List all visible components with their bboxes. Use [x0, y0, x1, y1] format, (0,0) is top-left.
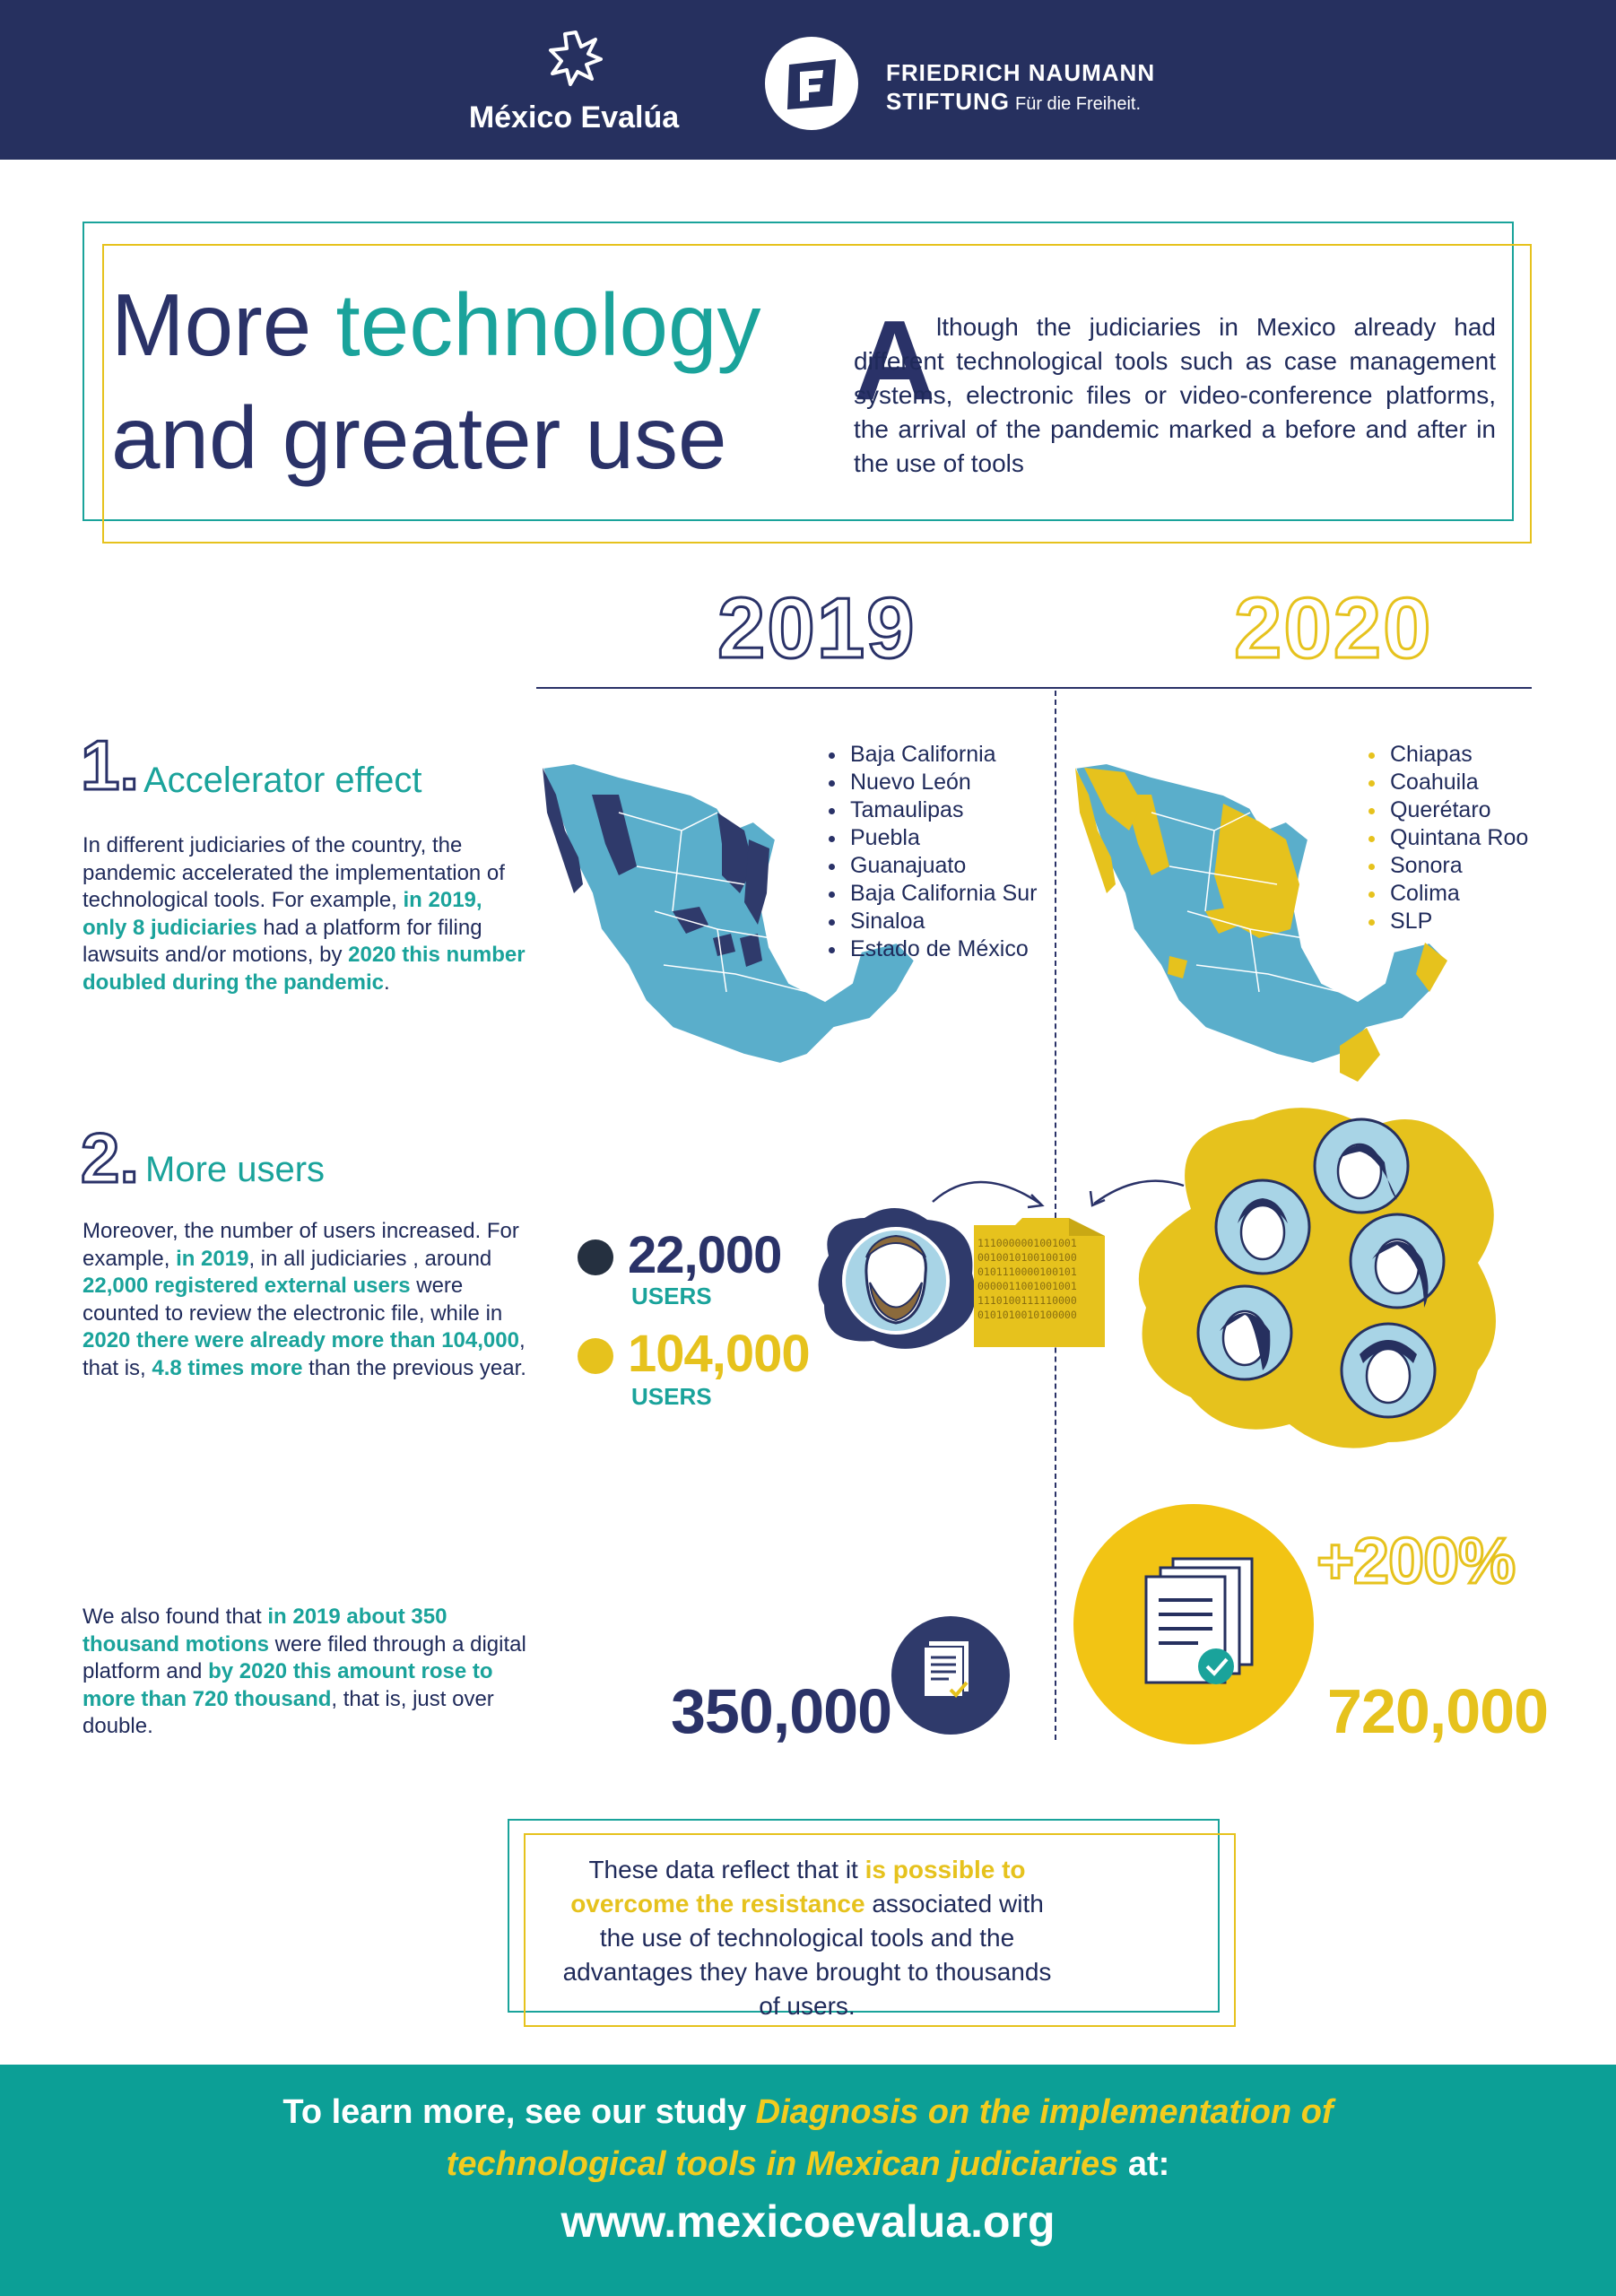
- fns-logo-line1: FRIEDRICH NAUMANN: [886, 59, 1156, 86]
- footer-bar: [0, 2065, 1616, 2296]
- section1-title: Accelerator effect: [143, 761, 422, 800]
- users-2019-label: USERS: [631, 1283, 712, 1309]
- many-users-illustration: [1128, 1101, 1505, 1457]
- list-item: Sonora: [1368, 852, 1528, 880]
- list-item: Baja California: [829, 741, 1037, 769]
- fns-logo-line2: STIFTUNG Für die Freiheit.: [886, 88, 1142, 115]
- list-2020-states: [1368, 741, 1528, 935]
- list-item: Estado de México: [829, 935, 1037, 963]
- list-item: Guanajuato: [829, 852, 1037, 880]
- footer-url-link[interactable]: www.mexicoevalua.org: [560, 2196, 1056, 2247]
- section2-number: 2.: [81, 1118, 140, 1197]
- documents-icon-2019: [890, 1614, 1012, 1736]
- section1-paragraph: In different judiciaries of the country, the pandemic accelerated the implementation of technological tools. For example, in 2019, only 8 judiciaries had a platform for filing lawsuits and/or motions, by 2020 this number doubled during the pandemic.: [83, 833, 526, 995]
- list-2019-states: [829, 741, 1037, 963]
- footer-line1: To learn more, see our study Diagnosis on the implementation of: [282, 2093, 1334, 2131]
- list-item: Baja California Sur: [829, 880, 1037, 908]
- list-item: Tamaulipas: [829, 796, 1037, 824]
- page-title-line2: and greater use: [111, 388, 727, 487]
- section1-number: 1.: [81, 726, 140, 804]
- section2-paragraph: Moreover, the number of users increased. For example, in 2019, in all judiciaries , around 22,000 registered external users were counted to review the electronic file, while in 2020 there were already more than 104,000, that is, 4.8 times more than the previous year.: [83, 1219, 526, 1380]
- increase-percentage: +200%: [1316, 1526, 1516, 1597]
- list-item: Querétaro: [1368, 796, 1528, 824]
- footer-line2: technological tools in Mexican judiciaries at:: [446, 2145, 1170, 2183]
- section2-title: More users: [145, 1150, 326, 1189]
- motions-2019-number: 350,000: [671, 1676, 892, 1746]
- users-2020-dot: [578, 1338, 613, 1374]
- binary-code: 1110000001001001 0010010100100100 0101110000100101 0000011001001001 1110100111110000 0101010010100000: [977, 1237, 1077, 1321]
- list-item: Coahuila: [1368, 769, 1528, 796]
- motions-2020-number: 720,000: [1327, 1676, 1549, 1746]
- intro-paragraph: lthough the judiciaries in Mexico already had different technological tools such as case management systems, electronic files or video-conference platforms, the arrival of the pandemic marked a before and after in the use of tools: [854, 313, 1496, 477]
- list-item: Quintana Roo: [1368, 824, 1528, 852]
- year-2020-heading: 2020: [1234, 580, 1433, 676]
- users-2019-number: 22,000: [628, 1226, 782, 1284]
- intro-dropcap: A: [854, 297, 935, 423]
- users-2020-label: USERS: [631, 1383, 712, 1410]
- users-2020-number: 104,000: [628, 1325, 810, 1383]
- list-item: Nuevo León: [829, 769, 1037, 796]
- section3-paragraph: We also found that in 2019 about 350 thousand motions were filed through a digital platform and by 2020 this amount rose to more than 720 thousand, that is, just over double.: [83, 1605, 526, 1738]
- mexico-evalua-logo-text: México Evalúa: [468, 100, 680, 135]
- mexico-evalua-star-icon: [547, 29, 604, 86]
- conclusion-paragraph: These data reflect that it is possible to overcome the resistance associated with the use of technological tools and the advantages they have brought to thousands of users.: [562, 1856, 1052, 2020]
- documents-icon-2020: [1073, 1503, 1315, 1745]
- list-item: Chiapas: [1368, 741, 1528, 769]
- page-title-line1: More technology: [111, 275, 761, 374]
- divider-horizontal: [536, 687, 1532, 689]
- fns-logo-icon: [764, 36, 859, 131]
- users-2019-dot: [578, 1239, 613, 1275]
- list-item: Sinaloa: [829, 908, 1037, 935]
- list-item: SLP: [1368, 908, 1528, 935]
- list-item: Puebla: [829, 824, 1037, 852]
- year-2019-heading: 2019: [717, 580, 917, 676]
- list-item: Colima: [1368, 880, 1528, 908]
